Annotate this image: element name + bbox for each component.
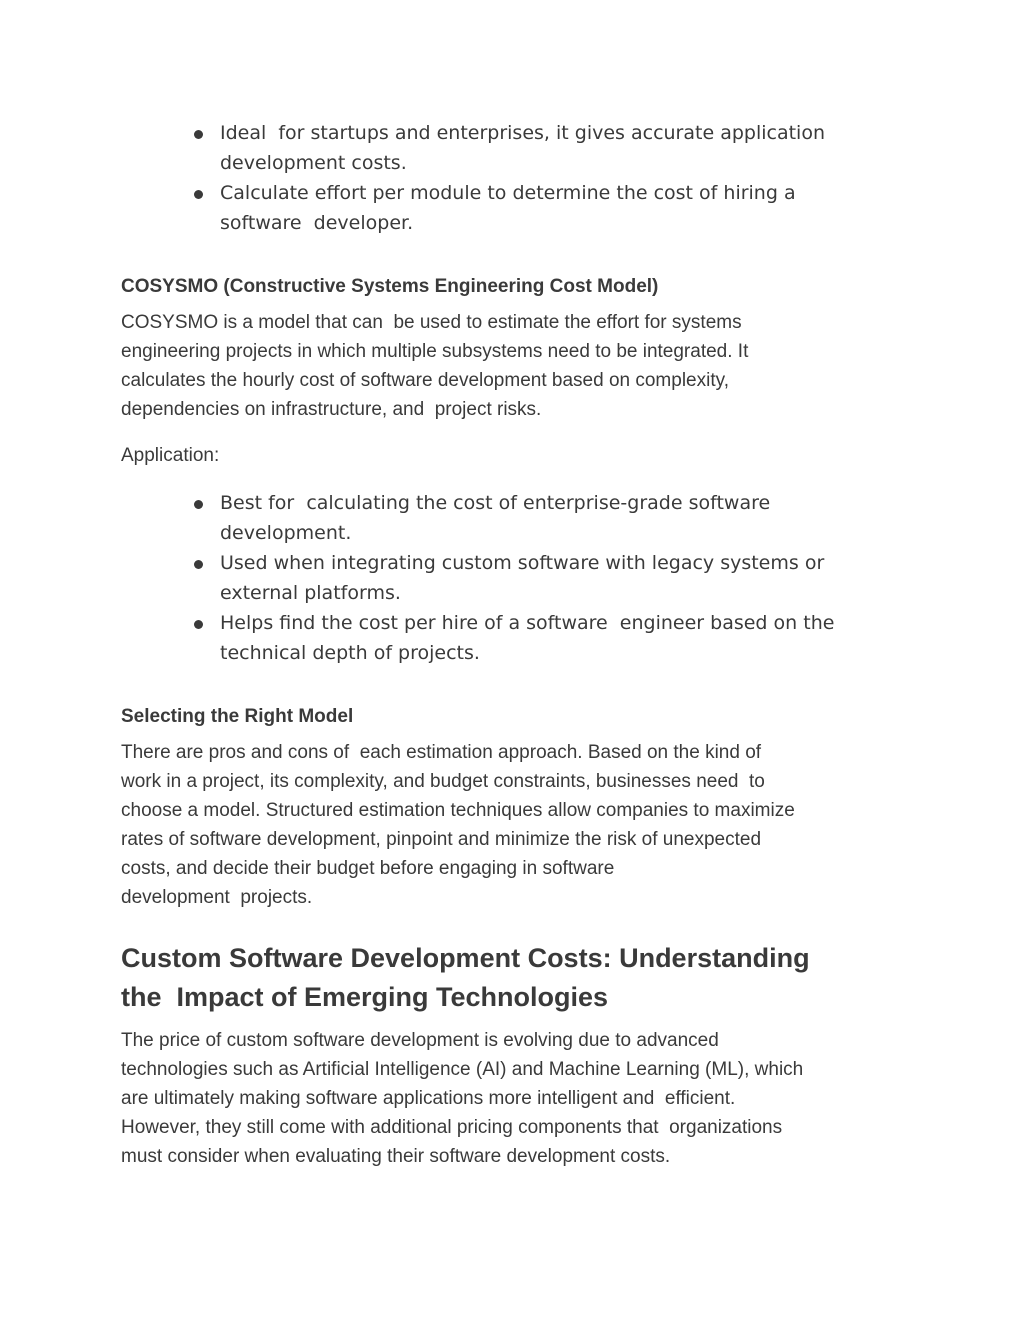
selecting-model-paragraph: There are pros and cons of each estimation approach. Based on the kind of work in a project, its complexity, and budget constraints, businesses need to choose a model. Structured estimation techniques allow companies to maximize rates of software development, pinpoint and minimize the risk of unexpected costs, and decide their budget before engaging in software development projects. [121, 742, 795, 908]
application-bullet-list [121, 488, 980, 668]
list-item: Ideal for startups and enterprises, it gives accurate application development costs. [220, 118, 980, 178]
selecting-model-heading: Selecting the Right Model [121, 706, 354, 727]
cosysmo-paragraph: COSYSMO is a model that can be used to estimate the effort for systems engineering projects in which multiple subsystems need to be integrated. It calculates the hourly cost of software development based on complexity, dependencies on infrastructure, and project risks. [121, 312, 749, 420]
list-item: Helps find the cost per hire of a software engineer based on the technical depth of projects. [220, 608, 980, 668]
list-item: Best for calculating the cost of enterprise-grade software development. [220, 488, 980, 548]
list-item: Calculate effort per module to determine the cost of hiring a software developer. [220, 178, 980, 238]
application-label: Application: [121, 445, 220, 466]
custom-costs-heading: Custom Software Development Costs: Understanding the Impact of Emerging Technologies [121, 943, 810, 1012]
custom-costs-paragraph: The price of custom software development is evolving due to advanced technologies such as Artificial Intelligence (AI) and Machine Learning (ML), which are ultimately making software applications more intelligent and efficient. However, they still come with additional pricing components that organizations must consider when evaluating their software development costs. [121, 1030, 804, 1167]
list-item: Used when integrating custom software with legacy systems or external platforms. [220, 548, 980, 608]
feature-bullet-list [121, 118, 980, 238]
cosysmo-heading: COSYSMO (Constructive Systems Engineering Cost Model) [121, 276, 659, 297]
